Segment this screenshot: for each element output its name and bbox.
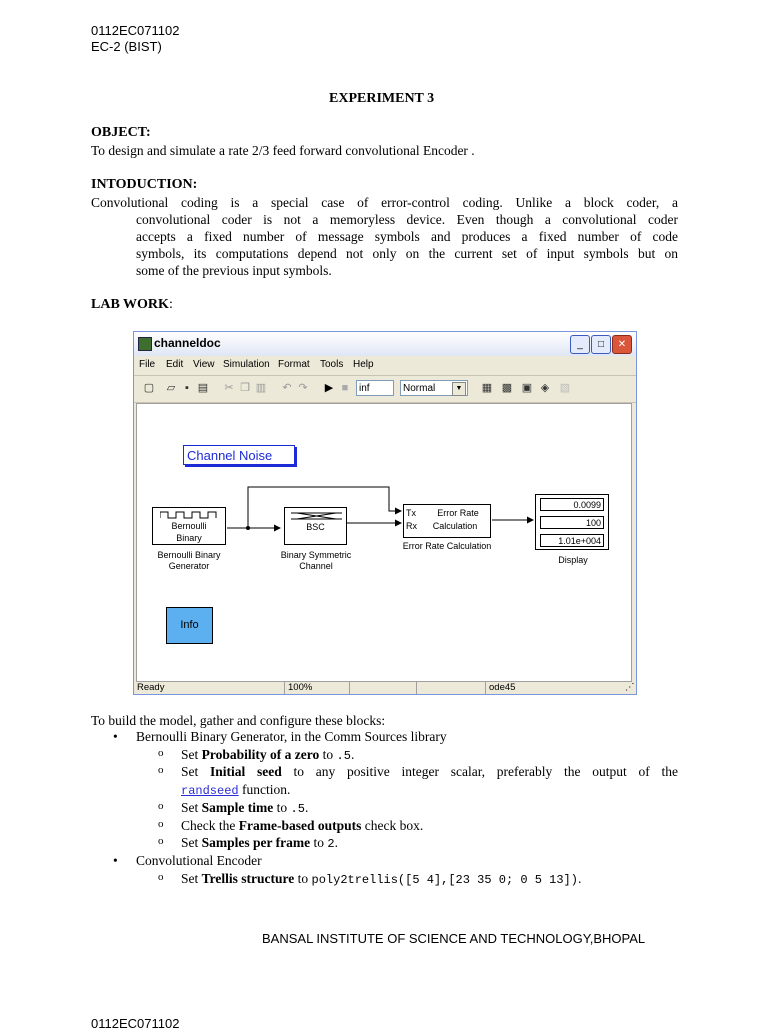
paste-icon[interactable]: ▥ (255, 382, 267, 394)
display-value: 0.0099 (540, 498, 604, 511)
rx-port: Rx (406, 521, 417, 531)
update-icon[interactable]: ▣ (521, 382, 533, 394)
simulation-mode-select[interactable]: Normal ▼ (400, 380, 468, 396)
status-zoom: 100% (284, 682, 348, 694)
save-icon[interactable]: ▪ (185, 382, 189, 394)
pulse-icon (160, 511, 220, 519)
chevron-down-icon: ▼ (452, 382, 466, 396)
play-icon[interactable]: ▶ (324, 382, 334, 394)
header-class: EC-2 (BIST) (91, 39, 162, 54)
display-label: Display (558, 555, 588, 565)
page-title: EXPERIMENT 3 (329, 91, 435, 106)
header-id: 0112EC071102 (91, 23, 180, 38)
object-heading: OBJECT: (91, 125, 151, 140)
maximize-button[interactable]: □ (591, 335, 611, 354)
bsc-block[interactable] (284, 507, 347, 545)
model-explorer-icon[interactable]: ◈ (540, 382, 550, 394)
circle-bullet-icon: o (158, 747, 164, 759)
error-rate-label: Error Rate Calculation (402, 541, 492, 551)
status-empty-2 (416, 682, 484, 694)
bernoulli-binary-block[interactable] (152, 507, 226, 545)
bsc-text: BSC (306, 522, 325, 532)
circle-bullet-icon: o (158, 800, 164, 812)
model-canvas[interactable] (136, 403, 632, 682)
page-footer: BANSAL INSTITUTE OF SCIENCE AND TECHNOLOGY,BHOPAL (262, 931, 646, 946)
menu-format[interactable]: Format (278, 359, 310, 370)
cut-icon[interactable]: ✂ (224, 382, 234, 394)
bernoulli-label2: Generator (168, 561, 210, 571)
menu-tools[interactable]: Tools (320, 359, 344, 370)
window-title: channeldoc (154, 336, 221, 350)
bernoulli-label1: Bernoulli Binary (157, 550, 221, 560)
status-empty-1 (349, 682, 413, 694)
intro-line: some of the previous input symbols. (136, 263, 332, 278)
resize-grip-icon[interactable]: ⋰ (625, 682, 635, 693)
circle-bullet-icon: o (158, 835, 164, 847)
bullet-icon: • (113, 729, 118, 744)
print-icon[interactable]: ▤ (197, 382, 209, 394)
display-block[interactable] (535, 494, 609, 550)
open-icon[interactable]: ▱ (166, 382, 176, 394)
intro-line: Convolutional coding is a special case of error-control coding. Unlike a block coder, a (91, 195, 678, 210)
error-rate-text1: Error Rate (437, 508, 479, 518)
minimize-button[interactable]: _ (570, 335, 590, 354)
window-titlebar (134, 332, 636, 356)
labwork-heading: LAB WORK: (91, 297, 173, 312)
intro-heading: INTODUCTION: (91, 177, 198, 192)
status-bar (134, 682, 636, 695)
display-value: 100 (540, 516, 604, 529)
menubar (134, 357, 636, 374)
close-button[interactable]: ✕ (612, 335, 632, 354)
bernoulli-text2: Binary (176, 533, 202, 543)
menu-edit[interactable]: Edit (166, 359, 184, 370)
menu-view[interactable]: View (193, 359, 215, 370)
display-value: 1.01e+004 (540, 534, 604, 547)
build-intro: To build the model, gather and configure these blocks: (91, 713, 386, 728)
simulink-window (133, 331, 637, 695)
bsc-label1: Binary Symmetric (280, 550, 352, 560)
intro-line: accepts a fixed number of message symbols and produces a fixed number of code (136, 229, 678, 244)
bernoulli-text1: Bernoulli (171, 521, 207, 531)
debug-icon[interactable]: ▧ (559, 382, 571, 394)
model-annotation: Channel Noise (183, 445, 295, 465)
intro-paragraph (91, 194, 678, 279)
copy-icon[interactable]: ❐ (240, 382, 250, 394)
status-solver: ode45 (485, 682, 549, 694)
intro-line: convolutional coder is not a memoryless device. Even though a convolutional coder (136, 212, 678, 227)
stop-icon[interactable]: ■ (341, 382, 349, 394)
menu-help[interactable]: Help (353, 359, 374, 370)
randseed-link[interactable]: randseed (181, 784, 239, 798)
info-block[interactable]: Info (166, 607, 213, 644)
error-rate-block[interactable] (403, 504, 491, 538)
simulink-icon (138, 337, 152, 351)
channel-icon (289, 511, 344, 521)
circle-bullet-icon: o (158, 818, 164, 830)
error-rate-text2: Calculation (432, 521, 478, 531)
menu-file[interactable]: File (139, 359, 156, 370)
circle-bullet-icon: o (158, 764, 164, 776)
redo-icon[interactable]: ↷ (298, 382, 308, 394)
new-icon[interactable]: ▢ (143, 382, 155, 394)
intro-line: symbols, its computations depend not only on the current set of input symbols but on (136, 246, 678, 261)
library-browser-icon[interactable]: ▩ (501, 382, 513, 394)
undo-icon[interactable]: ↶ (282, 382, 292, 394)
object-text: To design and simulate a rate 2/3 feed forward convolutional Encoder . (91, 143, 475, 158)
circle-bullet-icon: o (158, 871, 164, 883)
next-page-header: 0112EC071102 (91, 1016, 180, 1031)
bullet-icon: • (113, 853, 118, 868)
menu-simulation[interactable]: Simulation (223, 359, 270, 370)
stop-time-input[interactable]: inf (356, 380, 394, 396)
bsc-label2: Channel (299, 561, 333, 571)
build-icon[interactable]: ▦ (481, 382, 493, 394)
status-ready: Ready (137, 682, 165, 693)
toolbar (134, 375, 636, 403)
tx-port: Tx (406, 508, 416, 518)
